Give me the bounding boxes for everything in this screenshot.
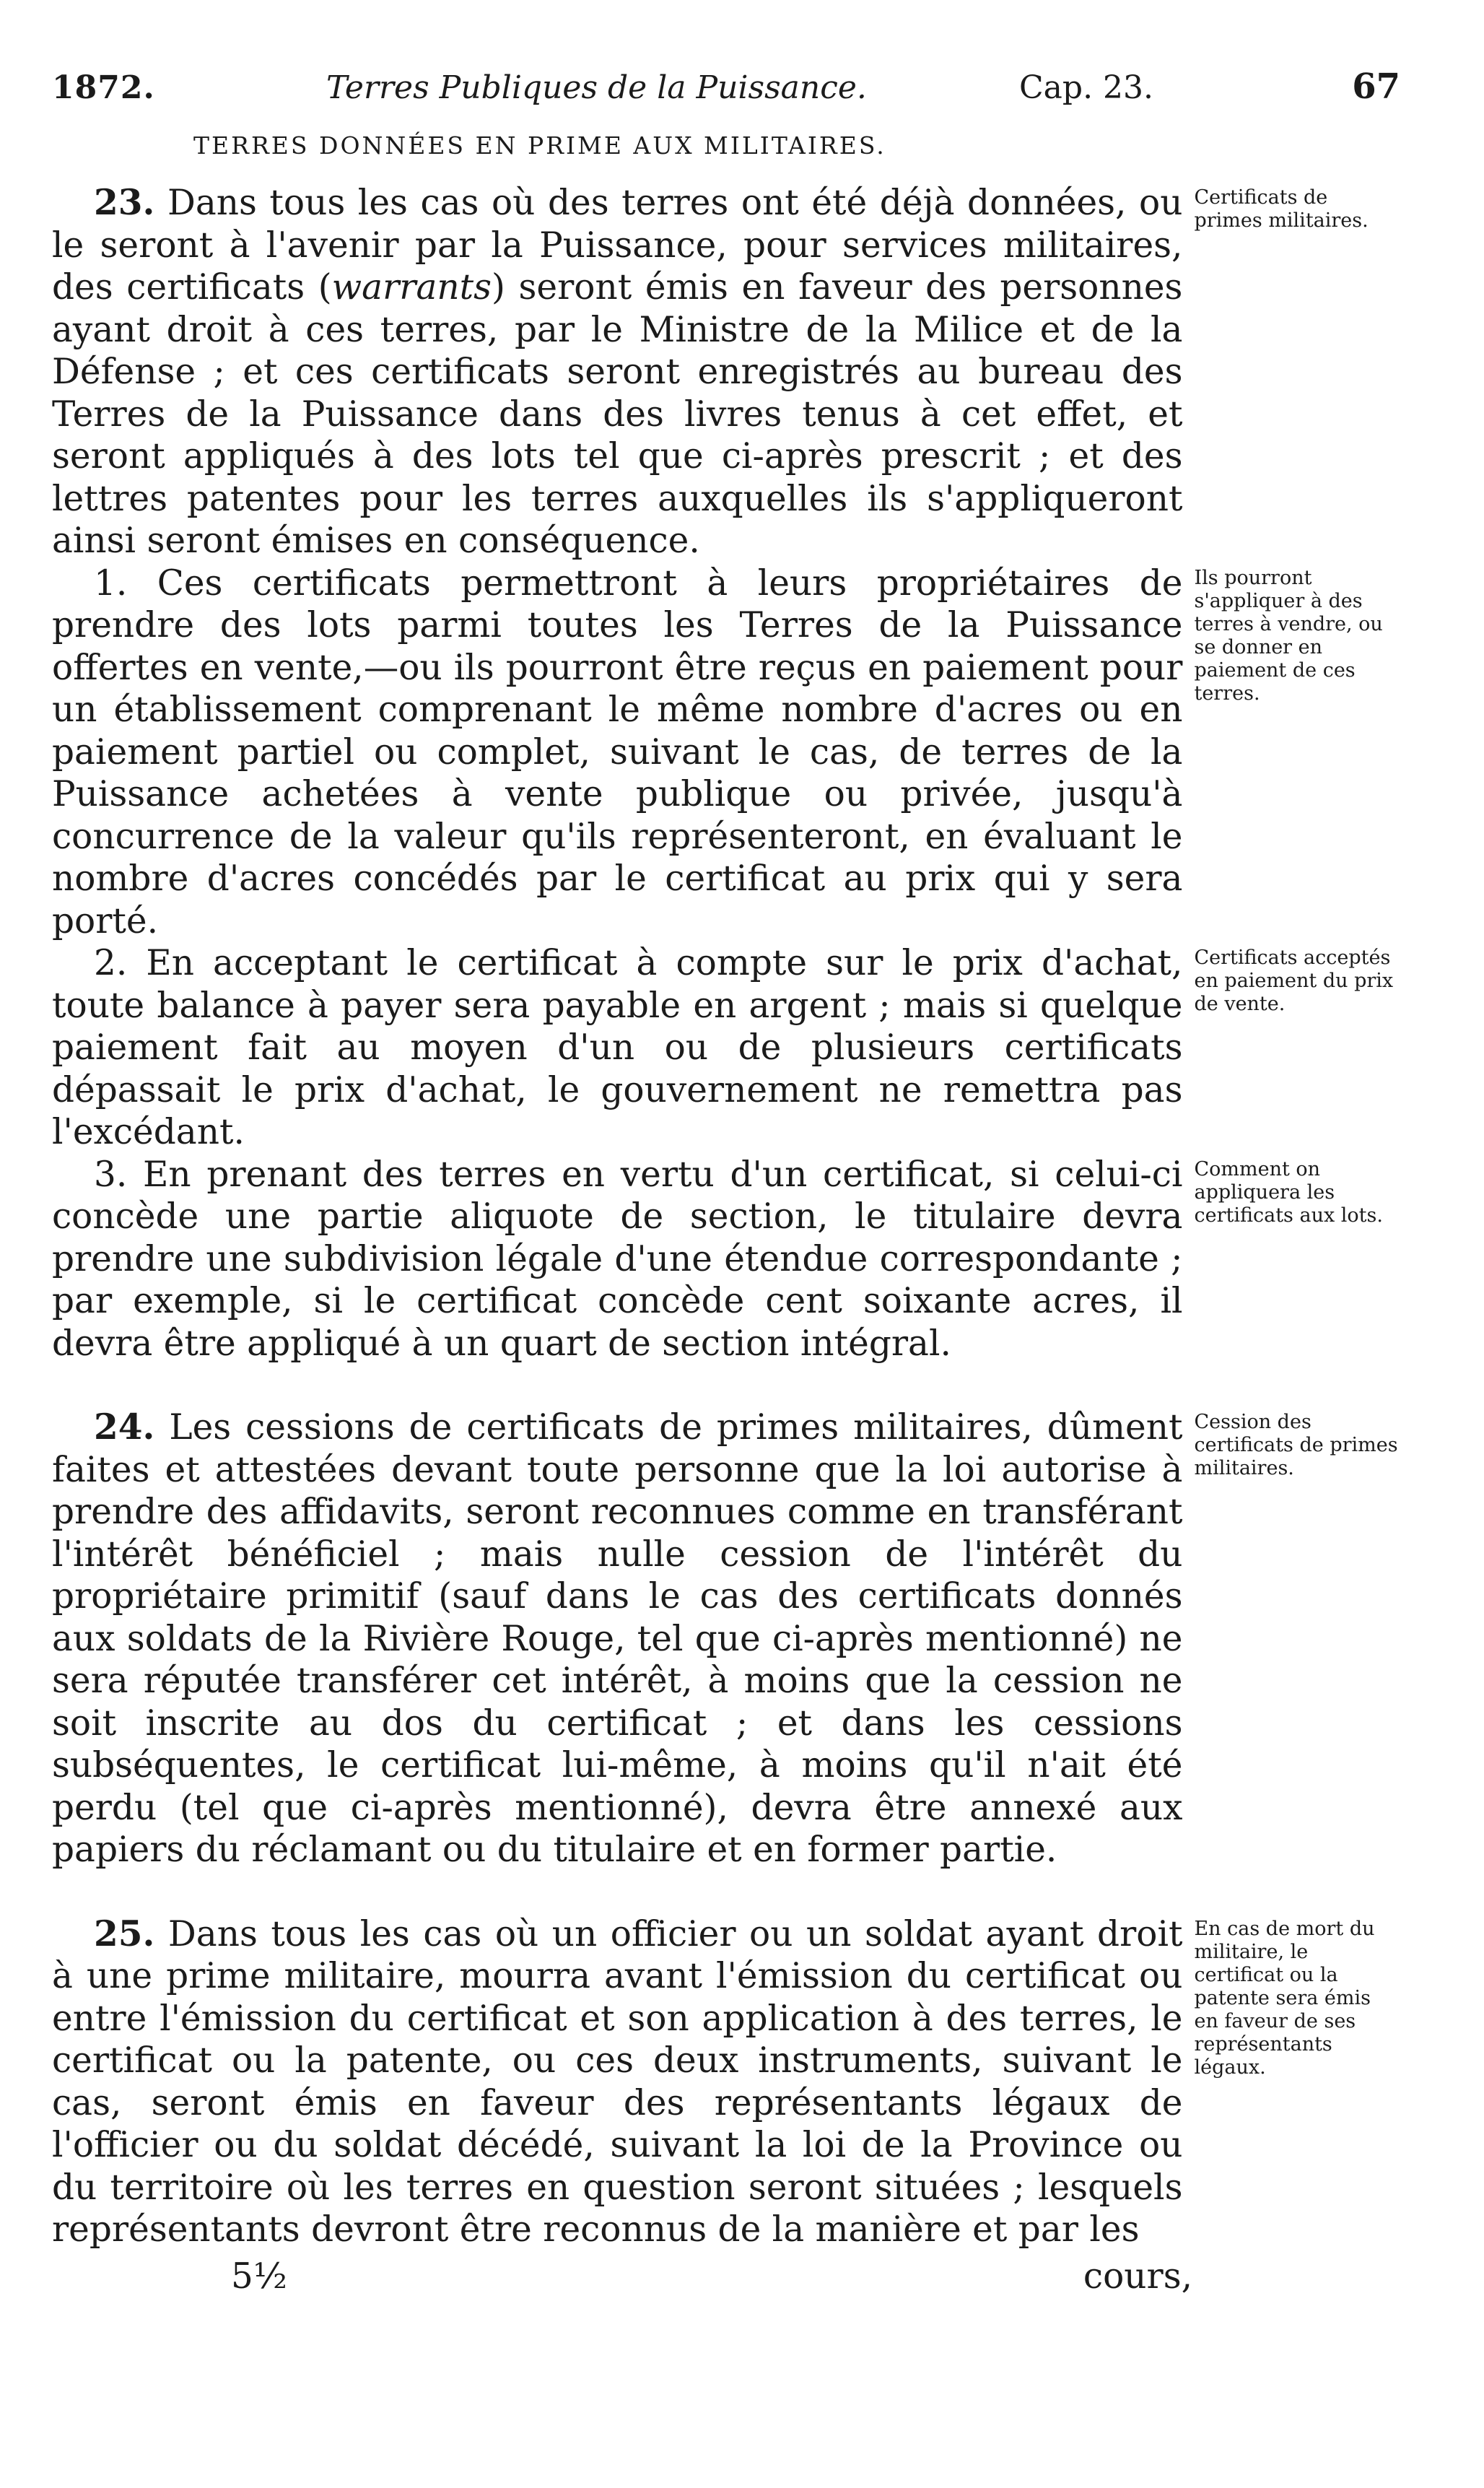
side-note-sub-2: Certificats acceptés en paiement du prix de vente.	[1194, 947, 1394, 1015]
subsection-2-paragraph	[52, 942, 1182, 1154]
section-24-paragraph	[52, 1406, 1182, 1871]
subsection-2-text: En acceptant le certificat à compte sur le prix d'achat, toute balance à payer sera payable en argent ; mais si quelque paiement fait au moyen d'un ou de plusieurs certificats dépassait le prix d'achat, le gouvernement ne remettra pas l'excédant.	[52, 943, 1183, 1152]
section-title: TERRES DONNÉES EN PRIME AUX MILITAIRES.	[193, 131, 886, 160]
section-23-text-a: Dans tous les cas où des terres ont été déjà données, ou le seront à l'avenir par la Puissance, pour services militaires, des certificats (	[52, 183, 1183, 308]
section-number: 25.	[94, 1913, 155, 1954]
running-head	[52, 66, 1400, 117]
section-number: 24.	[94, 1406, 155, 1448]
side-note-23: Certificats de primes militaires.	[1194, 186, 1369, 232]
side-note-25: En cas de mort du militaire, le certificat ou la patente sera émis en faveur de ses représentants légaux.	[1194, 1917, 1375, 2079]
section-23	[52, 182, 1400, 562]
section-25-text: Dans tous les cas où un officier ou un soldat ayant droit à une prime militaire, mourra avant l'émission du certificat ou entre l'émission du certificat et son application à des terres, le certificat ou la patente, ou ces deux instruments, suivant le cas, seront émis en faveur des représentants légaux de l'officier ou du soldat décédé, suivant la loi de la Province ou du territoire où les terres en question seront situées ; lesquels représentants devront être reconnus de la manière et par les	[52, 1913, 1183, 2250]
section-number: 23.	[94, 182, 155, 223]
section-23-text-b: ) seront émis en faveur des personnes ayant droit à ces terres, par le Ministre de la Milice et de la Défense ; et ces certificats seront enregistrés au bureau des Terres de la Puissance dans des livres tenus à cet effet, et seront appliqués à des lots tel que ci-après prescrit ; et des lettres patentes pour les terres auxquelles ils s'appliqueront ainsi seront émises en conséquence.	[52, 267, 1183, 561]
spacer	[52, 1871, 1400, 1913]
spacer	[52, 1365, 1400, 1406]
catchword: cours,	[1083, 2256, 1192, 2297]
subsection-2	[52, 942, 1400, 1154]
section-23-italic: warrants	[331, 267, 492, 308]
subsection-1	[52, 562, 1400, 943]
subsection-3	[52, 1154, 1400, 1365]
section-25-paragraph	[52, 1913, 1182, 2251]
subsection-number: 3.	[94, 1154, 128, 1195]
section-24-text: Les cessions de certificats de primes militaires, dûment faites et attestées devant toute personne que la loi autorise à prendre des affidavits, seront reconnues comme en transférant l'intérêt bénéficiel ; mais nulle cession de l'intérêt du propriétaire primitif (sauf dans le cas des certificats donnés aux soldats de la Rivière Rouge, tel que ci-après mentionné) ne sera réputée transférer cet intérêt, à moins que la cession ne soit inscrite au dos du certificat ; et dans les cessions subséquentes, le certificat lui-même, à moins qu'il n'ait été perdu (tel que ci-après mentionné), devra être annexé aux papiers du réclamant ou du titulaire et en former partie.	[52, 1407, 1183, 1870]
side-note-sub-1: Ils pourront s'appliquer à des terres à vendre, ou se donner en paiement de ces terres.	[1194, 566, 1383, 705]
section-25	[52, 1913, 1400, 2251]
page-footer	[52, 2256, 1192, 2298]
subsection-1-paragraph	[52, 562, 1182, 943]
header-title: Terres Publiques de la Puissance.	[326, 69, 867, 106]
section-23-paragraph	[52, 182, 1182, 562]
subsection-number: 2.	[94, 943, 128, 983]
header-chapter: Cap. 23.	[1019, 69, 1154, 106]
page-number: 67	[1352, 66, 1400, 107]
side-note-24: Cession des certificats de primes militaires.	[1194, 1411, 1398, 1479]
subsection-1-text: Ces certificats permettront à leurs propriétaires de prendre des lots parmi toutes les Terres de la Puissance offertes en vente,—ou ils pourront être reçus en paiement pour un établissement comprenant le même nombre d'acres ou en paiement partiel ou complet, suivant le cas, de terres de la Puissance achetées à vente publique ou privée, jusqu'à concurrence de la valeur qu'ils représenteront, en évaluant le nombre d'acres concédés par le certificat au prix qui y sera porté.	[52, 562, 1183, 941]
header-year: 1872.	[52, 69, 155, 106]
section-24	[52, 1406, 1400, 1871]
subsection-3-text: En prenant des terres en vertu d'un certificat, si celui-ci concède une partie aliquote de section, le titulaire devra prendre une subdivision légale d'une étendue correspondante ; par exemple, si le certificat concède cent soixante acres, il devra être appliqué à un quart de section intégral.	[52, 1154, 1183, 1364]
signature-mark: 5½	[231, 2256, 287, 2297]
side-note-sub-3: Comment on appliquera les certificats aux lots.	[1194, 1157, 1383, 1227]
subsection-number: 1.	[94, 562, 128, 604]
subsection-3-paragraph	[52, 1154, 1182, 1365]
